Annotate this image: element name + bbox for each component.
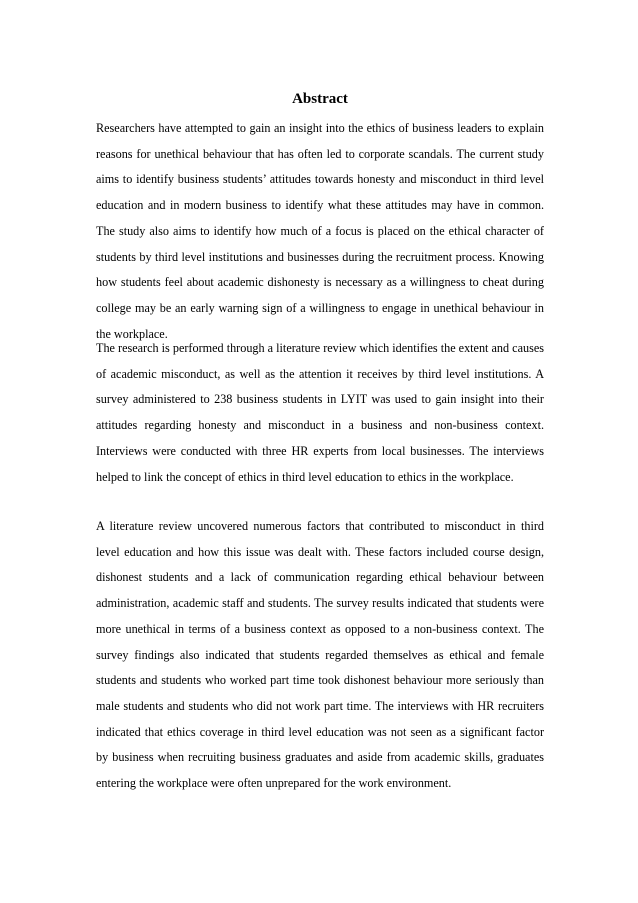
abstract-paragraph-2: The research is performed through a literature review which identifies the extent and causes of academic misconduct, as well as the attention it receives by third level institutions. A survey administered to 238 business students in LYIT was used to gain insight into their attitudes regarding honesty and misconduct in a business and non-business context. Interviews were conducted with three HR experts from local businesses. The interviews helped to link the concept of ethics in third level education to ethics in the workplace.: [96, 341, 544, 484]
abstract-paragraph-3: A literature review uncovered numerous factors that contributed to misconduct in third level education and how this issue was dealt with. These factors included course design, dishonest students and a lack of communication regarding ethical behaviour between administration, academic staff and students. The survey results indicated that students were more unethical in terms of a business context as opposed to a non-business context. The survey findings also indicated that students regarded themselves as ethical and female students and students who worked part time took dishonest behaviour more seriously than male students and students who did not work part time. The interviews with HR recruiters indicated that ethics coverage in third level education was not seen as a significant factor by business when recruiting business graduates and aside from academic skills, graduates entering the workplace were often unprepared for the work environment.: [96, 519, 544, 791]
abstract-paragraph-1: Researchers have attempted to gain an insight into the ethics of business leaders to explain reasons for unethical behaviour that has often led to corporate scandals. The current study aims to identify business students’ attitudes towards honesty and misconduct in third level education and in modern business to identify what these attitudes may have in common. The study also aims to identify how much of a focus is placed on the ethical character of students by third level institutions and businesses during the recruitment process. Knowing how students feel about academic dishonesty is necessary as a willingness to cheat during college may be an early warning sign of a willingness to engage in unethical behaviour in the workplace.: [96, 121, 544, 341]
abstract-heading: Abstract: [292, 91, 348, 107]
